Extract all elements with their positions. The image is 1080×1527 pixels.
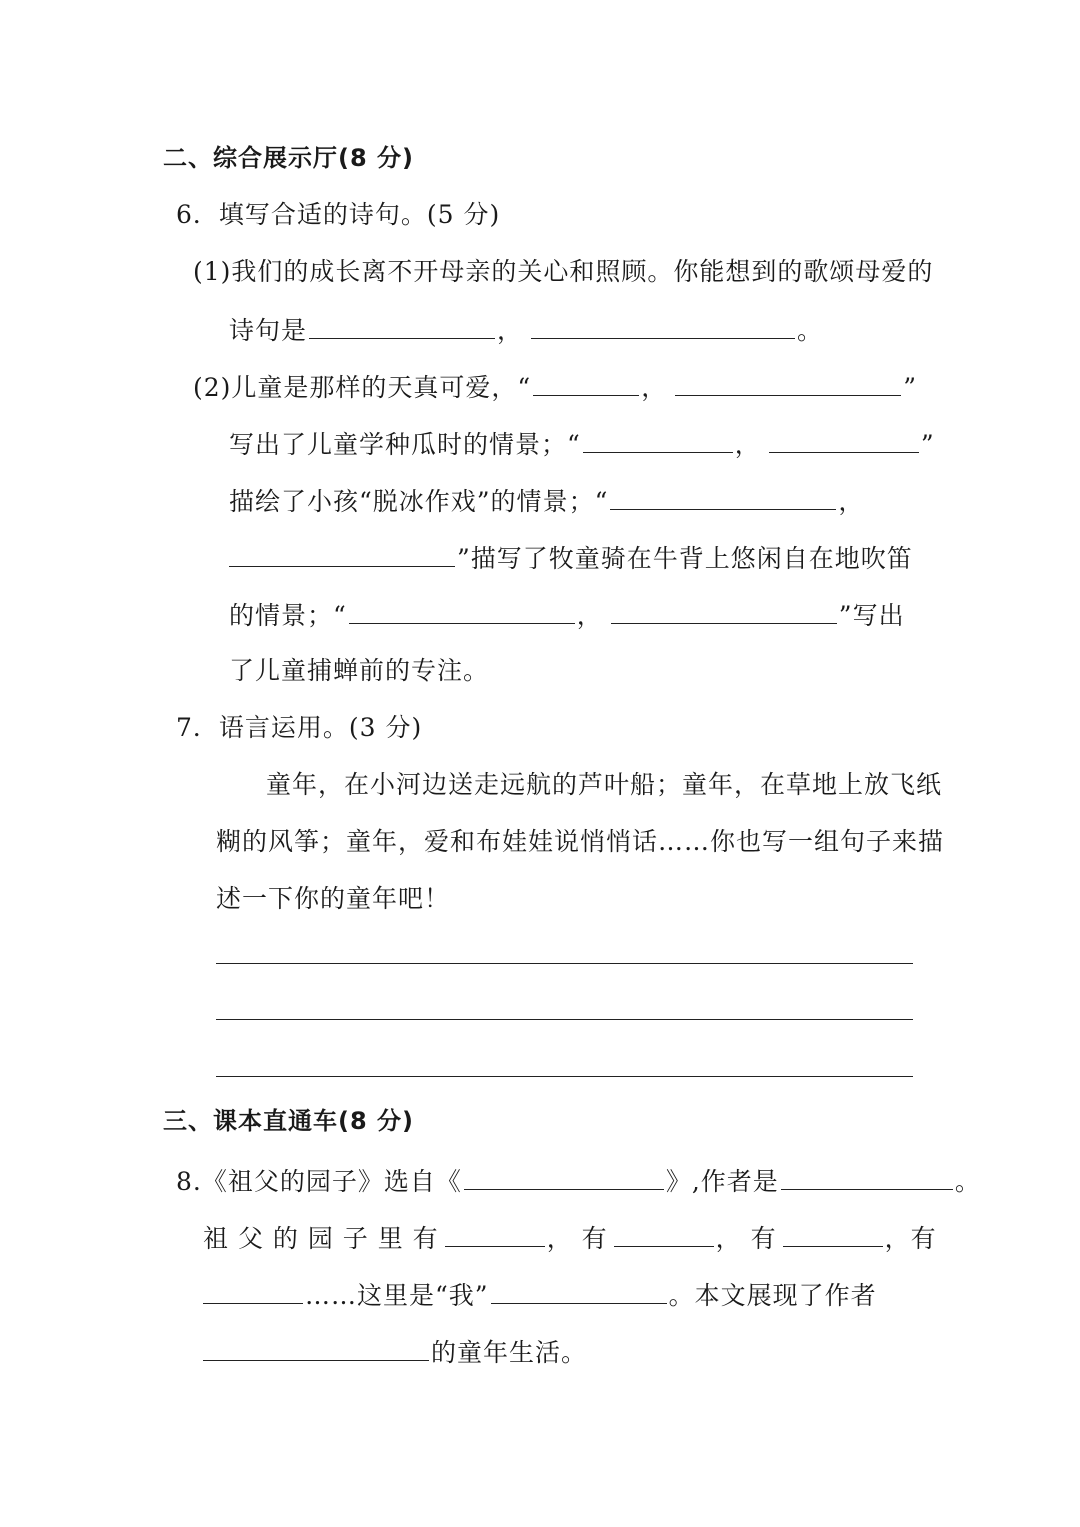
q8-text: 》,作者是 [665, 1167, 779, 1196]
q7-prompt-line1: 童年，在小河边送走远航的芦叶船；童年，在草地上放飞纸 [266, 770, 943, 799]
q6-part1-line1 [193, 255, 933, 289]
answer-blank[interactable] [203, 1334, 429, 1361]
answer-blank[interactable] [491, 1277, 667, 1304]
answer-blank[interactable] [611, 597, 837, 624]
answer-line[interactable] [216, 1076, 913, 1077]
q6-part2-line1 [193, 369, 917, 405]
answer-line[interactable] [216, 963, 913, 964]
q6-part2-text: 儿童是那样的天真可爱，“ [231, 373, 532, 402]
q6-part2-line3 [229, 483, 864, 519]
answer-blank[interactable] [781, 1163, 953, 1190]
question-7-title: 7．语言运用。(3 分) [176, 713, 423, 742]
close-quote: ” [920, 430, 935, 459]
q6-part2-text: 描绘了小孩“脱冰作戏”的情景；“ [229, 487, 609, 516]
answer-blank[interactable] [583, 426, 733, 453]
q6-part2-number: (2) [193, 373, 232, 402]
comma: ， [734, 430, 761, 459]
question-6-title: 6．填写合适的诗句。(5 分) [176, 200, 501, 229]
q8-line4 [203, 1334, 587, 1370]
q7-prompt-line2: 糊的风筝；童年，爱和布娃娃说悄悄话……你也写一组句子来描 [216, 827, 945, 856]
q8-text: 祖 父 的 园 子 里 有 [203, 1224, 439, 1253]
answer-blank[interactable] [349, 597, 575, 624]
q8-text: ， 有 [546, 1224, 608, 1253]
q6-part1-line2 [229, 312, 823, 348]
comma: ， [576, 601, 603, 630]
q8-line3 [203, 1277, 877, 1313]
answer-blank[interactable] [445, 1220, 545, 1247]
q6-part1-prefix: 诗句是 [229, 316, 308, 345]
q8-text: 的童年生活。 [431, 1338, 588, 1367]
q6-part2-text: ”描写了牧童骑在牛背上悠闲自在地吹笛 [457, 544, 913, 573]
answer-blank[interactable] [610, 483, 836, 510]
q8-line2 [203, 1220, 937, 1256]
q8-line1 [176, 1163, 981, 1199]
answer-blank[interactable] [533, 369, 639, 396]
q6-part1-text: 我们的成长离不开母亲的关心和照顾。你能想到的歌颂母爱的 [231, 257, 934, 286]
q8-text: ……这里是“我” [305, 1281, 489, 1310]
q6-part2-line2 [229, 426, 935, 462]
answer-blank[interactable] [309, 312, 495, 339]
q7-prompt-line3: 述一下你的童年吧！ [216, 884, 451, 913]
answer-blank[interactable] [203, 1277, 303, 1304]
answer-blank[interactable] [614, 1220, 714, 1247]
section-2-heading: 二、综合展示厅(8 分) [163, 144, 414, 172]
q6-part2-line6: 了儿童捕蝉前的专注。 [229, 656, 490, 685]
q8-text: ， 有 [715, 1224, 777, 1253]
answer-blank[interactable] [675, 369, 901, 396]
q6-part2-text: 写出了儿童学种瓜时的情景；“ [229, 430, 581, 459]
q8-text: 。本文展现了作者 [668, 1281, 877, 1310]
comma: ， [838, 487, 865, 516]
q6-part1-number: (1) [193, 257, 232, 286]
q6-part2-text: 的情景；“ [229, 601, 347, 630]
answer-blank[interactable] [783, 1220, 883, 1247]
answer-blank[interactable] [464, 1163, 664, 1190]
q8-text: 8.《祖父的园子》选自《 [176, 1167, 462, 1196]
q6-part2-line4 [229, 540, 913, 576]
answer-blank[interactable] [769, 426, 919, 453]
q8-text: ，有 [884, 1224, 937, 1253]
period: 。 [954, 1167, 981, 1196]
period: 。 [797, 316, 824, 345]
answer-line[interactable] [216, 1019, 913, 1020]
comma: ， [497, 316, 524, 345]
comma: ， [641, 373, 668, 402]
q6-part2-text: ”写出 [838, 601, 905, 630]
answer-blank[interactable] [229, 540, 455, 567]
close-quote: ” [903, 373, 918, 402]
section-3-heading: 三、课本直通车(8 分) [163, 1107, 414, 1135]
answer-blank[interactable] [531, 312, 795, 339]
q6-part2-line5 [229, 597, 905, 633]
